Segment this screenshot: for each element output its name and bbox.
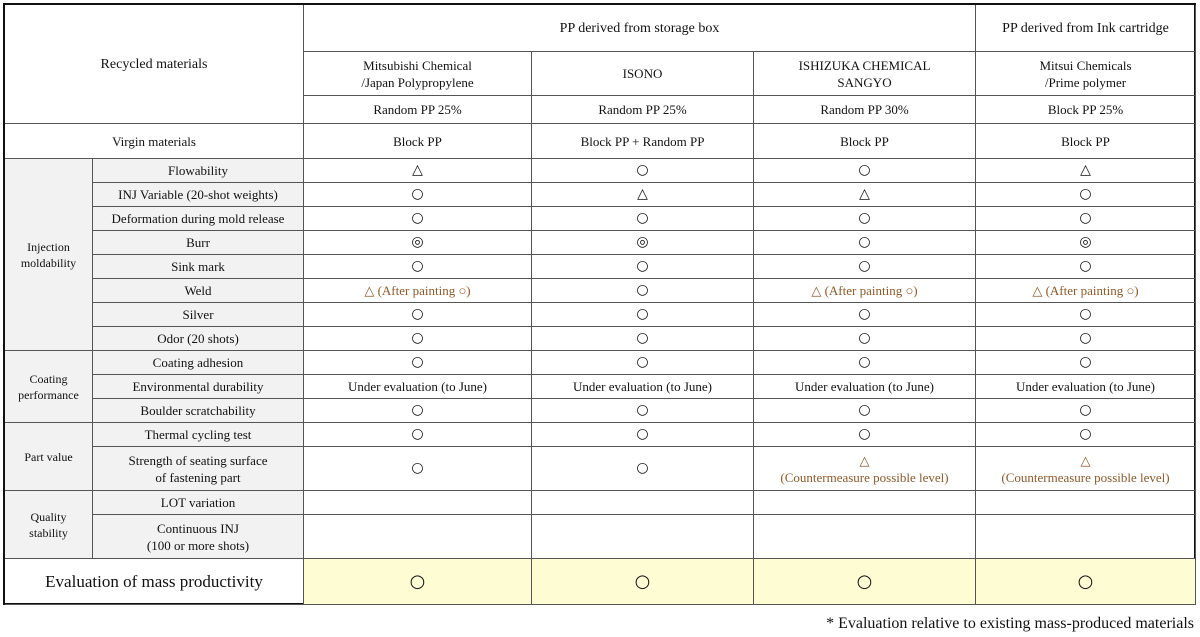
footnote: * Evaluation relative to existing mass-produced materials [826,615,1194,632]
rating-symbol: ○ [304,351,532,375]
category-label: Injection moldability [5,159,93,351]
rating-value: Under evaluation (to June) [532,375,754,399]
rating-symbol: ○ [532,303,754,327]
criterion-label: Environmental durability [93,375,304,399]
rating-symbol: ○ [532,159,754,183]
rating-value: △ (Countermeasure possible level) [976,447,1196,491]
criterion-label: Sink mark [93,255,304,279]
rating-symbol: ○ [304,447,532,491]
rating-symbol: ○ [304,183,532,207]
rating-value [304,515,532,559]
supplier-name: ISONO [532,52,754,96]
rating-symbol: ○ [754,423,976,447]
rating-symbol: ○ [304,423,532,447]
category-label: Quality stability [5,491,93,559]
supplier-name: ISHIZUKA CHEMICAL SANGYO [754,52,976,96]
criterion-label: Continuous INJ (100 or more shots) [93,515,304,559]
rating-value [976,515,1196,559]
rating-value: Under evaluation (to June) [976,375,1196,399]
mass-productivity-rating: ○ [976,559,1196,605]
rating-symbol: ○ [304,399,532,423]
criterion-label: Deformation during mold release [93,207,304,231]
rating-symbol: ○ [754,255,976,279]
rating-value: △ (After painting ○) [304,279,532,303]
criterion-label: Boulder scratchability [93,399,304,423]
virgin-materials-label: Virgin materials [5,124,304,159]
rating-value: Under evaluation (to June) [754,375,976,399]
rating-symbol: ○ [976,351,1196,375]
criterion-label: Burr [93,231,304,255]
rating-symbol: ○ [532,399,754,423]
material-grade: Random PP 30% [754,96,976,124]
rating-symbol: ○ [532,423,754,447]
rating-symbol: ○ [532,327,754,351]
material-grade: Random PP 25% [304,96,532,124]
storage-box-group-header: PP derived from storage box [304,5,976,52]
criterion-label: Strength of seating surface of fastening part [93,447,304,491]
rating-symbol: ○ [532,207,754,231]
material-evaluation-table [3,3,1196,605]
mass-productivity-rating: ○ [754,559,976,605]
rating-value [532,515,754,559]
rating-symbol: △ [304,159,532,183]
criterion-label: Odor (20 shots) [93,327,304,351]
rating-symbol: ○ [754,159,976,183]
rating-symbol: ○ [976,423,1196,447]
rating-symbol: ○ [532,447,754,491]
rating-symbol: ○ [754,231,976,255]
rating-symbol: ○ [304,327,532,351]
rating-symbol: ○ [754,207,976,231]
mass-productivity-rating: ○ [532,559,754,605]
criterion-label: INJ Variable (20-shot weights) [93,183,304,207]
rating-value: Under evaluation (to June) [304,375,532,399]
rating-value: △ (Countermeasure possible level) [754,447,976,491]
supplier-name: Mitsubishi Chemical /Japan Polypropylene [304,52,532,96]
rating-symbol: ○ [976,183,1196,207]
recycled-materials-header: Recycled materials [5,5,304,124]
rating-symbol: ○ [532,351,754,375]
rating-symbol: ○ [754,327,976,351]
rating-symbol: ◎ [304,231,532,255]
rating-value [976,491,1196,515]
ink-cartridge-group-header: PP derived from Ink cartridge [976,5,1196,52]
criterion-label: LOT variation [93,491,304,515]
rating-symbol: △ [532,183,754,207]
rating-symbol: ○ [754,351,976,375]
rating-symbol: △ [976,159,1196,183]
virgin-material-value: Block PP [976,124,1196,159]
virgin-material-value: Block PP + Random PP [532,124,754,159]
criterion-label: Flowability [93,159,304,183]
rating-symbol: ○ [976,399,1196,423]
rating-symbol: ○ [976,303,1196,327]
rating-symbol: ○ [304,207,532,231]
category-label: Part value [5,423,93,491]
rating-symbol: ○ [532,279,754,303]
rating-value [754,515,976,559]
rating-symbol: ◎ [532,231,754,255]
mass-productivity-rating: ○ [304,559,532,605]
rating-symbol: ○ [976,255,1196,279]
supplier-name: Mitsui Chemicals /Prime polymer [976,52,1196,96]
rating-symbol: △ [754,183,976,207]
rating-value: △ (After painting ○) [976,279,1196,303]
criterion-label: Silver [93,303,304,327]
virgin-material-value: Block PP [304,124,532,159]
material-grade: Block PP 25% [976,96,1196,124]
rating-symbol: ○ [976,327,1196,351]
rating-symbol: ○ [304,255,532,279]
rating-symbol: ○ [304,303,532,327]
rating-symbol: ◎ [976,231,1196,255]
rating-symbol: ○ [754,399,976,423]
material-grade: Random PP 25% [532,96,754,124]
criterion-label: Thermal cycling test [93,423,304,447]
rating-value: △ (After painting ○) [754,279,976,303]
category-label: Coating performance [5,351,93,423]
criterion-label: Weld [93,279,304,303]
criterion-label: Coating adhesion [93,351,304,375]
virgin-material-value: Block PP [754,124,976,159]
rating-value [304,491,532,515]
rating-value [754,491,976,515]
rating-value [532,491,754,515]
rating-symbol: ○ [976,207,1196,231]
rating-symbol: ○ [754,303,976,327]
mass-productivity-label: Evaluation of mass productivity [5,559,304,605]
rating-symbol: ○ [532,255,754,279]
